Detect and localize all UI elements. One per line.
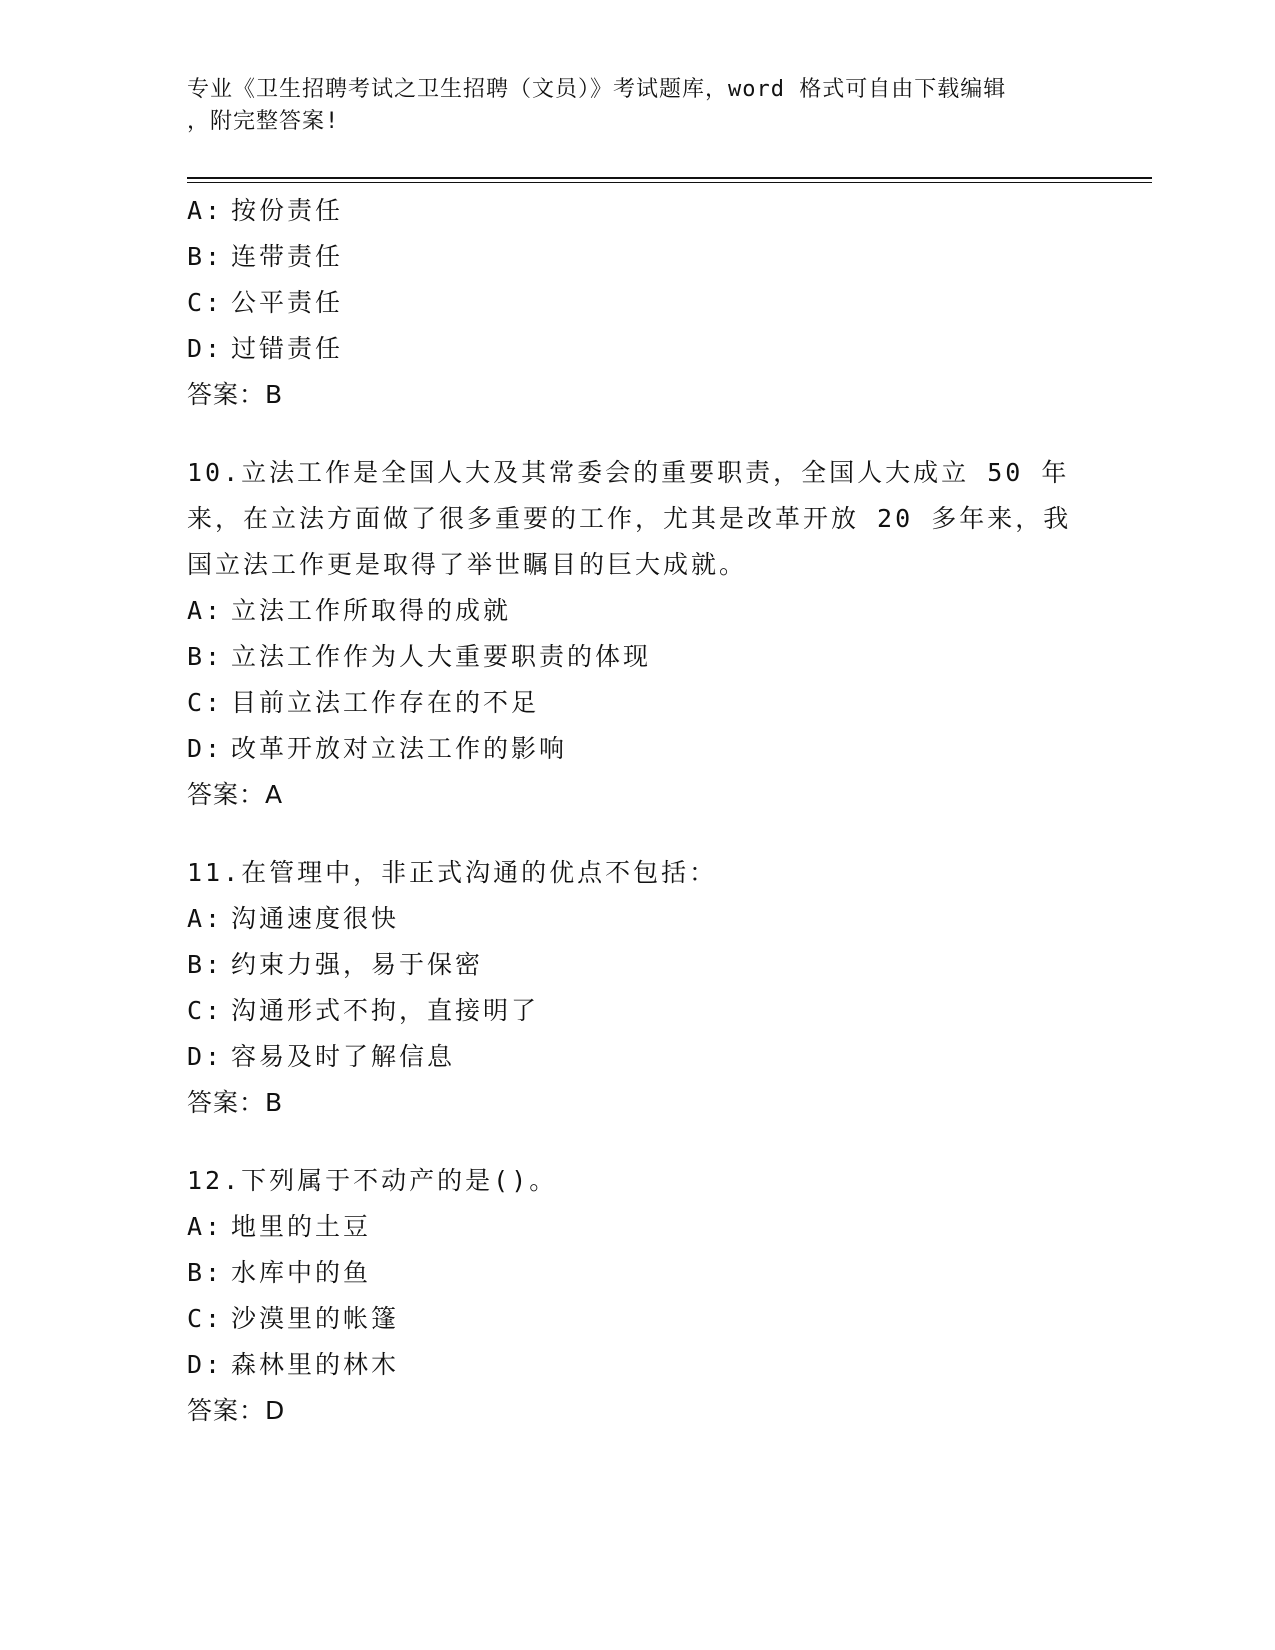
option-a [187,588,1087,634]
option-letter: D: [187,1350,224,1379]
answer-line [187,772,1087,818]
answer-value: B [265,1088,284,1117]
option-b [187,942,1087,988]
header-line-1: 专业《卫生招聘考试之卫生招聘（文员）》考试题库，word 格式可自由下载编辑 [187,77,1007,102]
option-c [187,680,1087,726]
option-letter: A: [187,1212,224,1241]
option-text: 容易及时了解信息 [231,1042,456,1071]
option-text: 公平责任 [231,288,344,317]
answer-line [187,372,1087,418]
option-letter: D: [187,734,224,763]
option-letter: A: [187,596,224,625]
option-d [187,726,1087,772]
question-11 [187,850,1087,1126]
answer-value: A [265,780,284,809]
header-line-2: ，附完整答案! [187,109,340,134]
option-letter: A: [187,904,224,933]
answer-label: 答案： [187,1088,266,1117]
option-c [187,280,1087,326]
option-a [187,188,1087,234]
question-10 [187,450,1087,818]
question-list [187,188,1087,1434]
header-divider [187,177,1152,179]
option-text: 地里的土豆 [231,1212,372,1241]
answer-value: D [265,1396,286,1425]
option-letter: B: [187,642,224,671]
option-d [187,1342,1087,1388]
option-letter: C: [187,288,224,317]
option-text: 森林里的林木 [231,1350,400,1379]
answer-label: 答案： [187,780,266,809]
answer-label: 答案： [187,1396,266,1425]
option-letter: D: [187,1042,224,1071]
option-text: 沙漠里的帐篷 [231,1304,400,1333]
header-divider-thin [187,182,1152,183]
option-text: 立法工作作为人大重要职责的体现 [231,642,652,671]
option-letter: B: [187,242,224,271]
option-b [187,234,1087,280]
answer-line [187,1388,1087,1434]
option-b [187,634,1087,680]
answer-line [187,1080,1087,1126]
option-d [187,326,1087,372]
question-stem-line: 11.在管理中，非正式沟通的优点不包括： [187,858,718,887]
option-c [187,1296,1087,1342]
option-b [187,1250,1087,1296]
question-stem-line: 国立法工作更是取得了举世瞩目的巨大成就。 [187,550,748,579]
option-text: 连带责任 [231,242,344,271]
option-letter: B: [187,950,224,979]
question-stem-line: 12.下列属于不动产的是()。 [187,1166,558,1195]
option-text: 过错责任 [231,334,344,363]
question-stem-line: 10.立法工作是全国人大及其常委会的重要职责，全国人大成立 50 年 [187,458,1070,487]
option-text: 立法工作所取得的成就 [231,596,512,625]
option-letter: C: [187,688,224,717]
option-text: 沟通速度很快 [231,904,400,933]
option-a [187,1204,1087,1250]
option-letter: D: [187,334,224,363]
option-text: 沟通形式不拘，直接明了 [231,996,540,1025]
answer-label: 答案： [187,380,266,409]
option-text: 水库中的鱼 [231,1258,372,1287]
option-a [187,896,1087,942]
option-letter: C: [187,996,224,1025]
option-c [187,988,1087,1034]
option-letter: A: [187,196,224,225]
option-text: 目前立法工作存在的不足 [231,688,540,717]
question-12 [187,1158,1087,1434]
question-stem-line: 来，在立法方面做了很多重要的工作，尤其是改革开放 20 多年来，我 [187,504,1072,533]
option-d [187,1034,1087,1080]
question-9-continued [187,188,1087,418]
option-text: 约束力强，易于保密 [231,950,484,979]
document-header [187,74,1067,138]
option-letter: B: [187,1258,224,1287]
answer-value: B [265,380,284,409]
option-text: 改革开放对立法工作的影响 [231,734,568,763]
option-text: 按份责任 [231,196,344,225]
option-letter: C: [187,1304,224,1333]
